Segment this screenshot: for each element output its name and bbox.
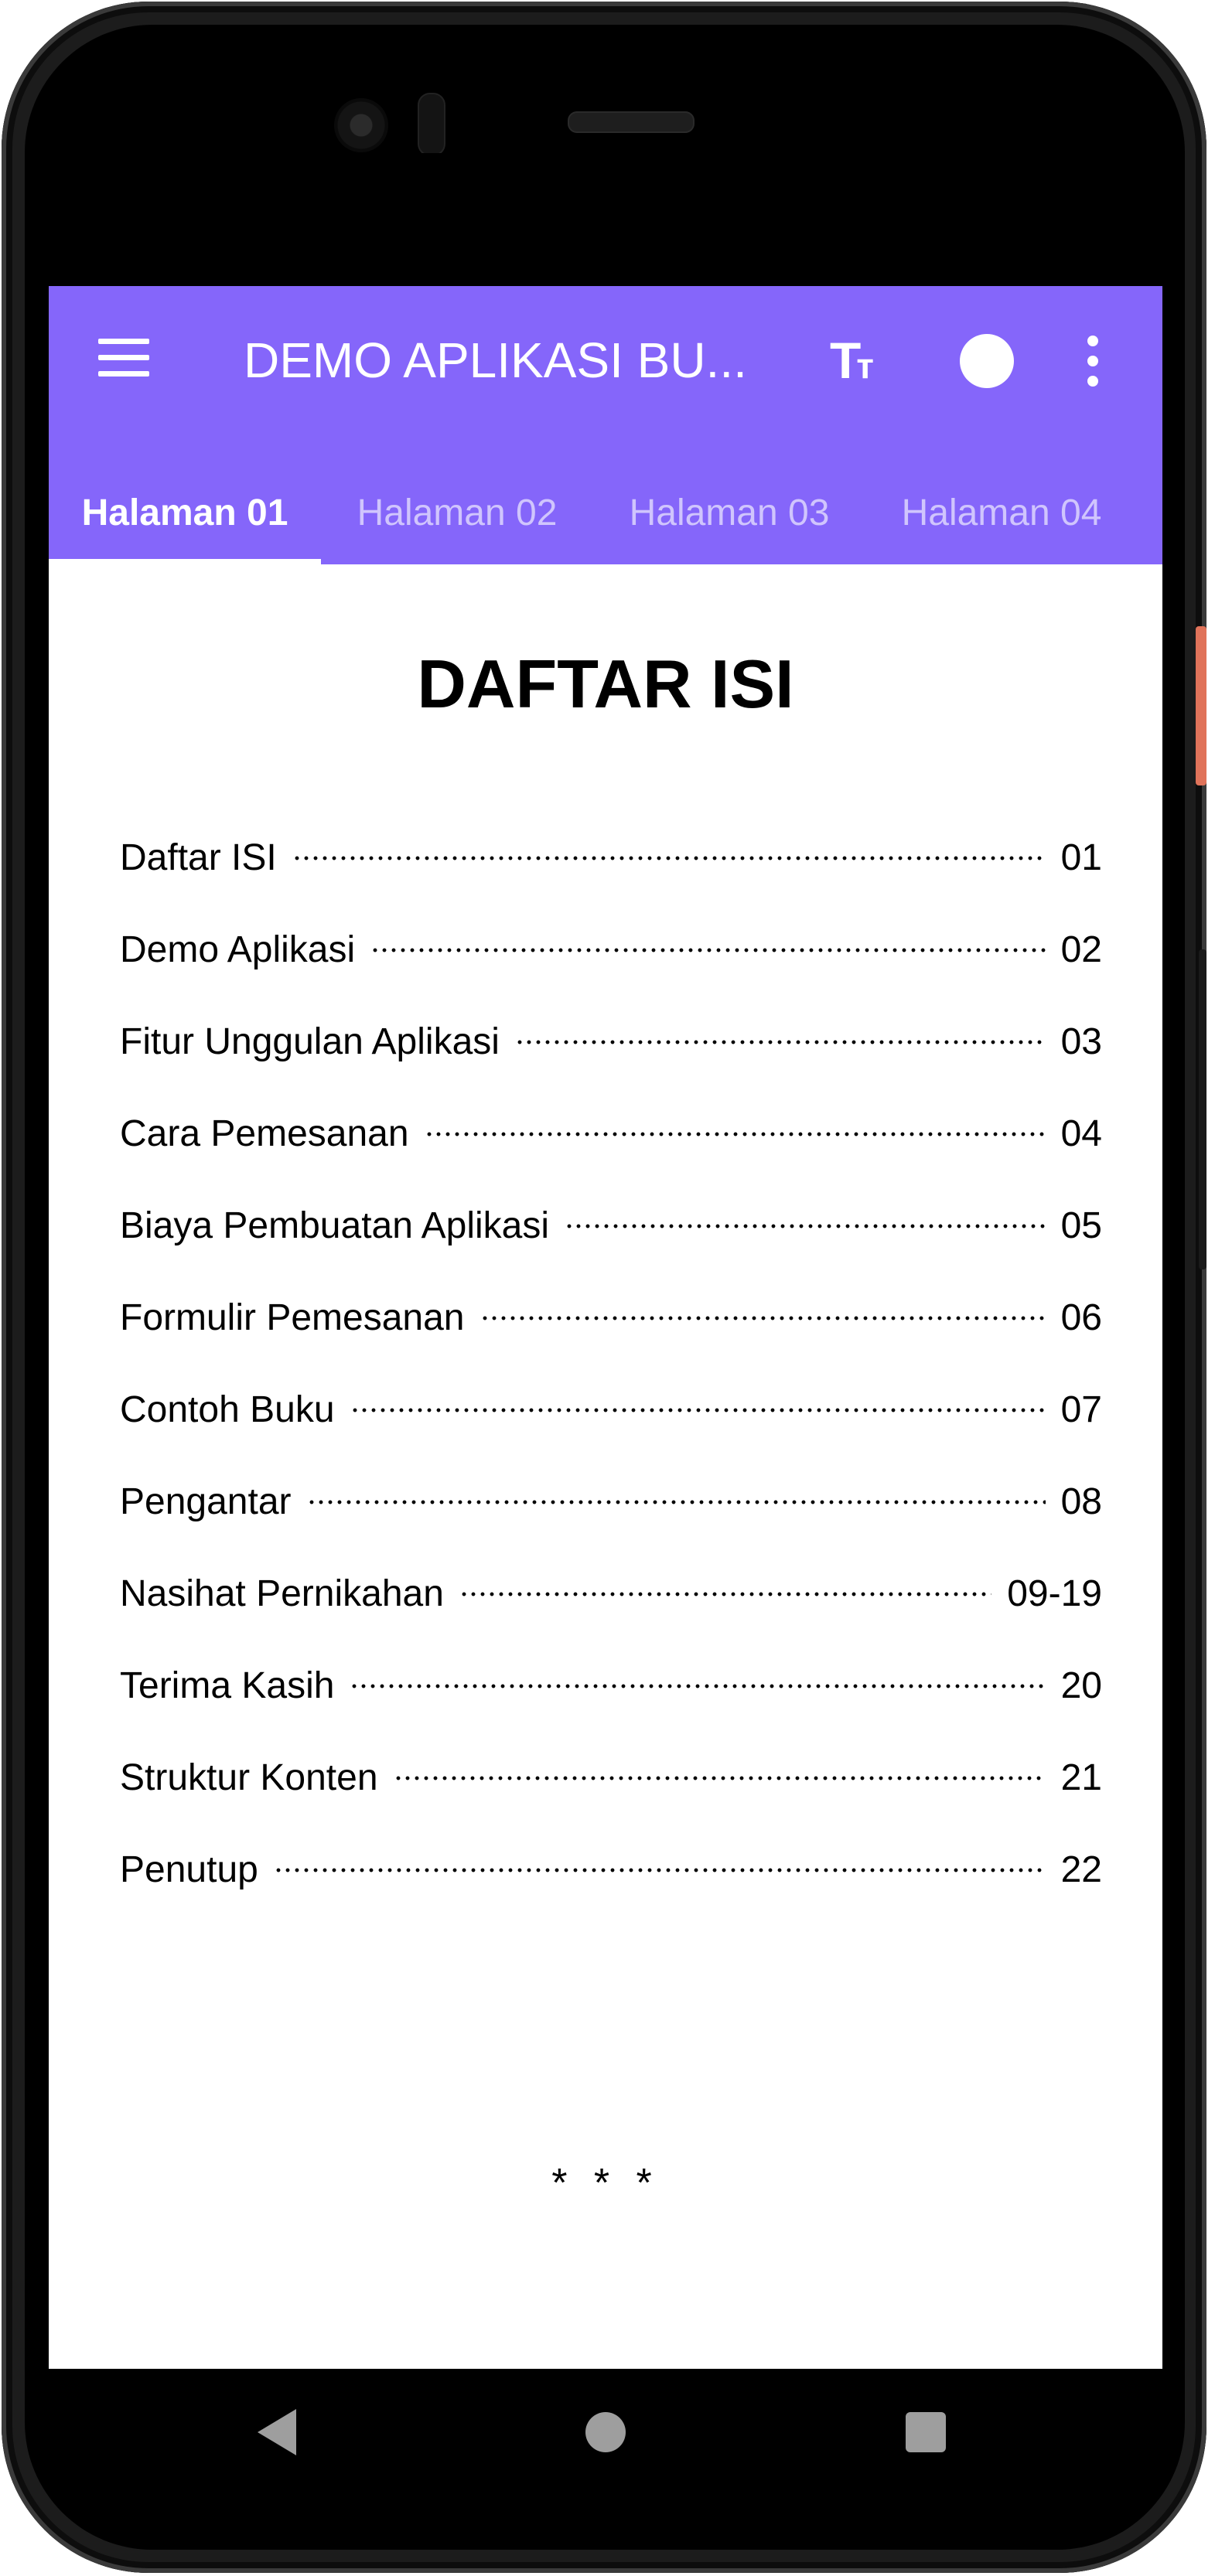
toc-leader-dots [425,1132,1046,1136]
tab-halaman-01[interactable]: Halaman 01 [49,462,321,564]
toc-item-label: Penutup [120,1849,258,1890]
toc-item-page: 02 [1060,929,1102,970]
toc-item[interactable] [120,1456,1102,1548]
toc-item[interactable] [120,1732,1102,1824]
theme-toggle-icon[interactable] [960,334,1014,388]
toc-item-label: Fitur Unggulan Aplikasi [120,1021,500,1062]
toc-item[interactable] [120,904,1102,996]
page-content [49,564,1162,2369]
front-camera [334,98,388,152]
power-button [1196,626,1206,785]
toc-item[interactable] [120,1640,1102,1732]
toc-leader-dots [274,1868,1046,1872]
toc-leader-dots [350,1408,1046,1412]
toc-item-page: 04 [1060,1113,1102,1154]
earpiece-speaker [568,111,695,133]
tab-halaman-04[interactable]: Halaman 04 [901,492,1102,533]
proximity-sensor [418,93,445,156]
toc-item-page: 07 [1060,1389,1102,1430]
toc-leader-dots [350,1684,1045,1688]
toc-leader-dots [459,1592,991,1596]
toc-item-page: 05 [1060,1205,1102,1246]
device-screen [49,153,1162,2502]
toc-item-label: Biaya Pembuatan Aplikasi [120,1205,549,1246]
home-circle-icon[interactable] [585,2412,626,2452]
toc-item-label: Daftar ISI [120,837,277,878]
text-size-icon[interactable]: Tт [830,332,869,389]
page-title: DAFTAR ISI [417,646,794,722]
toc-item-label: Demo Aplikasi [120,929,356,970]
toc-item[interactable] [120,1088,1102,1180]
toc-item[interactable] [120,1548,1102,1640]
toc-leader-dots [565,1224,1046,1228]
hamburger-menu-icon[interactable] [98,339,149,377]
toc-leader-dots [370,948,1045,952]
table-of-contents [120,812,1102,1916]
toc-item-label: Formulir Pemesanan [120,1297,465,1338]
toc-item[interactable] [120,1364,1102,1456]
toc-item[interactable] [120,1272,1102,1364]
recents-square-icon[interactable] [906,2412,946,2452]
toc-item[interactable] [120,1180,1102,1272]
toc-item-label: Terima Kasih [120,1665,335,1706]
toc-item-label: Cara Pemesanan [120,1113,409,1154]
toc-item-label: Contoh Buku [120,1389,335,1430]
toc-item-label: Nasihat Pernikahan [120,1573,444,1614]
more-vertical-icon[interactable] [1084,336,1102,387]
toc-item[interactable] [120,1824,1102,1916]
toc-item-page: 03 [1060,1021,1102,1062]
phone-frame [2,2,1206,2573]
toc-item-label: Pengantar [120,1481,292,1522]
status-bar [49,153,1162,286]
tab-halaman-03[interactable]: Halaman 03 [629,492,830,533]
toc-item-page: 01 [1060,837,1102,878]
volume-button [1199,949,1206,1269]
section-ornament: * * * [551,2161,660,2206]
toc-item-label: Struktur Konten [120,1757,378,1798]
toc-item-page: 22 [1060,1849,1102,1890]
toc-leader-dots [515,1040,1046,1044]
toc-item-page: 08 [1060,1481,1102,1522]
app-bar [49,286,1162,564]
toc-item[interactable] [120,996,1102,1088]
toc-leader-dots [480,1316,1046,1320]
toc-leader-dots [394,1776,1046,1780]
toc-item[interactable] [120,812,1102,904]
tab-bar [49,462,1162,564]
toc-item-page: 20 [1060,1665,1102,1706]
app-title: DEMO APLIKASI BU... [244,332,747,388]
toc-item-page: 09-19 [1007,1573,1102,1614]
toc-item-page: 06 [1060,1297,1102,1338]
toc-leader-dots [292,856,1046,860]
system-nav-bar [49,2369,1162,2502]
toc-item-page: 21 [1060,1757,1102,1798]
toc-leader-dots [307,1500,1046,1504]
tab-halaman-02[interactable]: Halaman 02 [357,492,558,533]
back-triangle-icon[interactable] [258,2409,296,2455]
